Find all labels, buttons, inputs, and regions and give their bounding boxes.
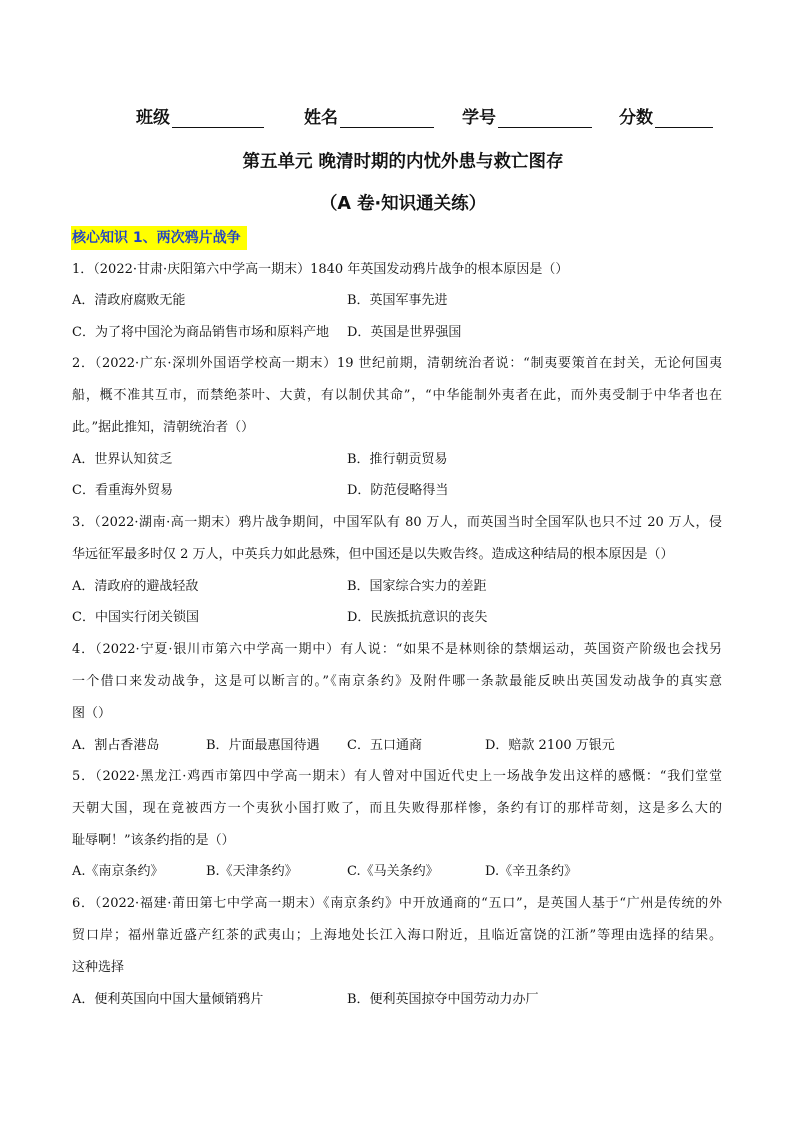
student-id-field[interactable] <box>462 103 592 128</box>
question-2-option-b[interactable]: B．推行朝贡贸易 <box>347 452 448 467</box>
question-5-option-a[interactable]: A.《南京条约》 <box>72 864 164 879</box>
score-label: 分数 <box>619 108 653 128</box>
question-2-option-d[interactable]: D．防范侵略得当 <box>347 483 449 498</box>
student-id-label: 学号 <box>462 108 496 128</box>
question-4-stem-line-2: 一个借口来发动战争，这是可以断言的。”《南京条约》及附件哪一条款最能反映出英国发动战争的真实意 <box>72 674 722 689</box>
question-4-option-d[interactable]: D．赔款 2100 万银元 <box>485 738 615 753</box>
question-2-option-c[interactable]: C．看重海外贸易 <box>72 483 173 498</box>
question-4-stem-line-1: 4．（2022·宁夏·银川市第六中学高一期中）有人说：“如果不是林则徐的禁烟运动，英国资产阶级也会找另 <box>72 642 722 657</box>
question-5-option-c[interactable]: C.《马关条约》 <box>347 864 439 879</box>
question-5-stem-line-1: 5．（2022·黑龙江·鸡西市第四中学高一期末）有人曾对中国近代史上一场战争发出这样的感慨：“我们堂堂 <box>72 769 722 784</box>
student-info-fields <box>136 103 736 131</box>
question-2-stem-line-3: 此。”据此推知，清朝统治者（） <box>72 420 255 435</box>
question-6-option-a[interactable]: A．便利英国向中国大量倾销鸦片 <box>72 992 264 1007</box>
name-field[interactable] <box>304 103 434 128</box>
question-6-stem-line-1: 6．（2022·福建·莆田第七中学高一期末）《南京条约》中开放通商的“五口”，是英国人基于“广州是传统的外 <box>72 896 722 911</box>
name-blank[interactable] <box>340 107 434 128</box>
unit-title: 第五单元 晚清时期的内忧外患与救亡图存 <box>242 152 564 172</box>
question-1-option-b[interactable]: B．英国军事先进 <box>347 293 448 308</box>
unit-subtitle: （A 卷·知识通关练） <box>319 194 487 214</box>
question-5-option-b[interactable]: B.《天津条约》 <box>206 864 298 879</box>
question-5-option-d[interactable]: D.《辛丑条约》 <box>485 864 578 879</box>
question-3-option-a[interactable]: A．清政府的避战轻敌 <box>72 579 199 594</box>
question-4-option-c[interactable]: C．五口通商 <box>347 738 422 753</box>
question-3-option-c[interactable]: C．中国实行闭关锁国 <box>72 610 199 625</box>
question-4-option-a[interactable]: A．割占香港岛 <box>72 738 160 753</box>
class-blank[interactable] <box>172 107 264 128</box>
question-6-stem-line-3: 这种选择 <box>72 960 125 975</box>
question-3-option-d[interactable]: D．民族抵抗意识的丧失 <box>347 610 488 625</box>
question-5-stem-line-3: 耻辱啊！”该条约指的是（） <box>72 833 235 848</box>
question-1-option-c[interactable]: C．为了将中国沦为商品销售市场和原料产地 <box>72 325 329 340</box>
question-6-stem-line-2: 贸口岸；福州靠近盛产红茶的武夷山；上海地处长江入海口附近，且临近富饶的江浙”等理由选择的结果。 <box>72 928 722 943</box>
question-3-option-b[interactable]: B．国家综合实力的差距 <box>347 579 487 594</box>
question-2-stem-line-1: 2．（2022·广东·深圳外国语学校高一期末）19 世纪前期，清朝统治者说：“制夷要策首在封关，无论何国夷 <box>72 356 722 371</box>
question-3-stem-line-1: 3．（2022·湖南·高一期末）鸦片战争期间，中国军队有 80 万人，而英国当时全国军队也只不过 20 万人，侵 <box>72 515 722 530</box>
question-2-option-a[interactable]: A．世界认知贫乏 <box>72 452 173 467</box>
question-2-stem-line-2: 船，概不准其互市，而禁绝茶叶、大黄，有以制伏其命”，“中华能制外夷者在此，而外夷受制于中华者也在 <box>72 388 722 403</box>
student-id-blank[interactable] <box>498 107 592 128</box>
question-4-stem-line-3: 图（） <box>72 706 112 721</box>
class-field[interactable] <box>136 103 264 128</box>
score-field[interactable] <box>619 103 713 128</box>
question-1-option-a[interactable]: A．清政府腐败无能 <box>72 293 186 308</box>
name-label: 姓名 <box>304 108 338 128</box>
score-blank[interactable] <box>655 107 713 128</box>
question-1-option-d[interactable]: D．英国是世界强国 <box>347 325 462 340</box>
class-label: 班级 <box>136 108 170 128</box>
question-1-stem: 1．（2022·甘肃·庆阳第六中学高一期末）1840 年英国发动鸦片战争的根本原因是（） <box>72 262 569 277</box>
question-5-stem-line-2: 天朝大国，现在竟被西方一个夷狄小国打败了，而且失败得那样惨，条约有订的那样苛刻，这是多么大的 <box>72 801 722 816</box>
question-6-option-b[interactable]: B．便利英国掠夺中国劳动力办厂 <box>347 992 539 1007</box>
section-heading: 核心知识 1、两次鸦片战争 <box>71 226 247 250</box>
question-3-stem-line-2: 华远征军最多时仅 2 万人，中英兵力如此悬殊，但中国还是以失败告终。造成这种结局的根本原因是（） <box>72 547 674 562</box>
question-4-option-b[interactable]: B．片面最惠国待遇 <box>206 738 320 753</box>
